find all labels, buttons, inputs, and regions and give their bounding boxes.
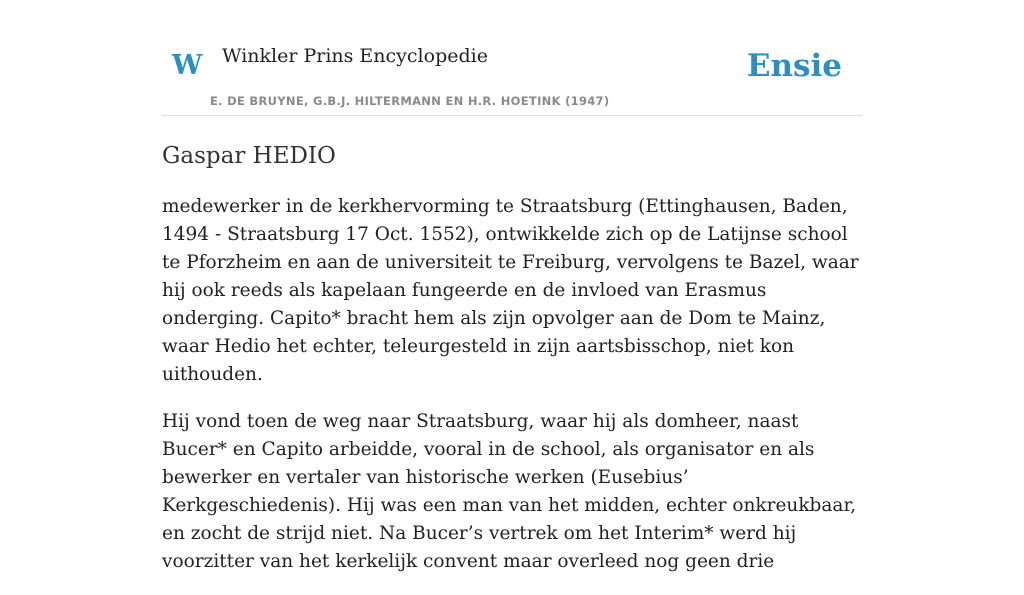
article-body bbox=[162, 193, 862, 576]
site-header bbox=[162, 0, 862, 116]
encyclopedia-authors: E. DE BRUYNE, G.B.J. HILTERMANN EN H.R. HOETINK (1947) bbox=[210, 94, 610, 108]
encyclopedia-title[interactable]: Winkler Prins Encyclopedie bbox=[222, 45, 488, 67]
article-title: Gaspar HEDIO bbox=[162, 143, 336, 169]
article-paragraph: medewerker in de kerkhervorming te Straatsburg (Ettinghausen, Baden, 1494 - Straatsburg 17 Oct. 1552), ontwikkelde zich op de Latijnse school te Pforzheim en aan de universiteit te Freiburg, vervolgens te Bazel, waar hij ook reeds als kapelaan fungeerde en de invloed van Erasmus onderging. Capito* bracht hem als zijn opvolger aan de Dom te Mainz, waar Hedio het echter, teleurgesteld in zijn aartsbisschop, niet kon uithouden. bbox=[162, 196, 859, 385]
article-page bbox=[162, 0, 862, 595]
ensie-logo-link[interactable]: Ensie bbox=[746, 48, 842, 84]
article-paragraph: Hij vond toen de weg naar Straatsburg, waar hij als domheer, naast Bucer* en Capito arbeidde, vooral in de school, als organisator en als bewerker en vertaler van historische werken (Eusebius’ Kerkgeschiedenis). Hij was een man van het midden, echter onkreukbaar, en zocht de strijd niet. Na Bucer’s vertrek om het Interim* werd hij voorzitter van het kerkelijk convent maar overleed nog geen drie bbox=[162, 411, 857, 572]
winkler-prins-logo[interactable]: W bbox=[172, 50, 203, 81]
